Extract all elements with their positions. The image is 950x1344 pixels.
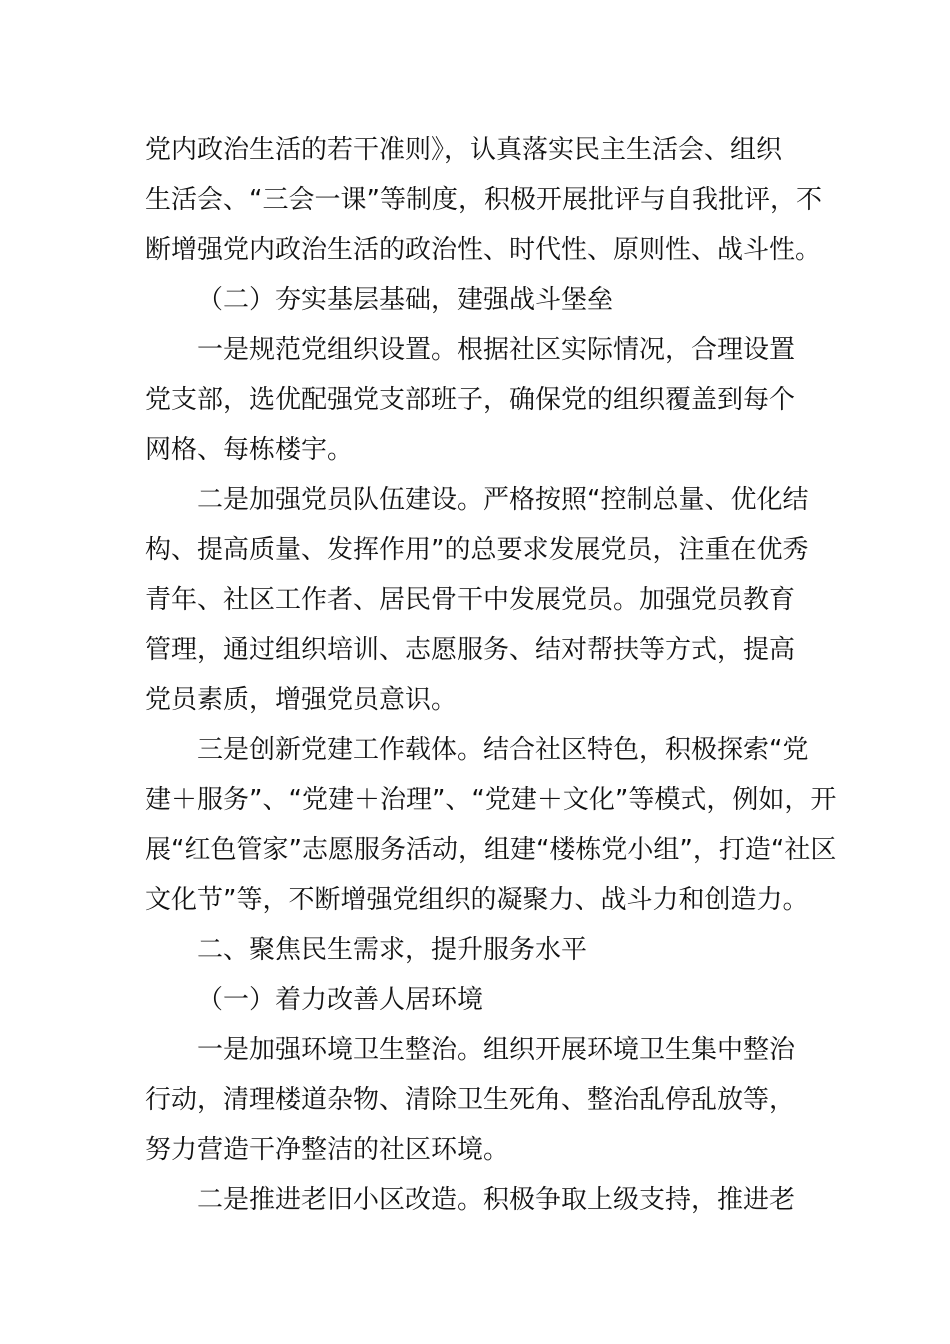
- section-heading: （二）夯实基层基础，建强战斗堡垒: [197, 285, 614, 315]
- paragraph-line: 行动，清理楼道杂物、清除卫生死角、整治乱停乱放等，: [145, 1085, 796, 1115]
- paragraph-line: 网格、每栋楼宇。: [145, 435, 354, 465]
- paragraph-line: 断增强党内政治生活的政治性、时代性、原则性、战斗性。: [145, 235, 822, 265]
- paragraph-line: 二是加强党员队伍建设。严格按照“控制总量、优化结: [197, 485, 809, 515]
- paragraph-line: 展“红色管家”志愿服务活动，组建“楼栋党小组”，打造“社区: [145, 835, 837, 865]
- section-heading: （一）着力改善人居环境: [197, 985, 484, 1015]
- paragraph-line: 青年、社区工作者、居民骨干中发展党员。加强党员教育: [145, 585, 796, 615]
- paragraph-line: 管理，通过组织培训、志愿服务、结对帮扶等方式，提高: [145, 635, 796, 665]
- paragraph-line: 生活会、“三会一课”等制度，积极开展批评与自我批评，不: [145, 185, 822, 215]
- paragraph-line: 构、提高质量、发挥作用”的总要求发展党员，注重在优秀: [145, 535, 809, 565]
- paragraph-line: 二是推进老旧小区改造。积极争取上级支持，推进老: [197, 1185, 796, 1215]
- paragraph-line: 努力营造干净整洁的社区环境。: [145, 1135, 510, 1165]
- paragraph-line: 党员素质，增强党员意识。: [145, 685, 458, 715]
- paragraph-line: 建＋服务”、“党建＋治理”、“党建＋文化”等模式，例如，开: [145, 785, 837, 815]
- paragraph-line: 一是加强环境卫生整治。组织开展环境卫生集中整治: [197, 1035, 796, 1065]
- chapter-heading: 二、聚焦民生需求，提升服务水平: [197, 935, 588, 965]
- paragraph-line: 一是规范党组织设置。根据社区实际情况，合理设置: [197, 335, 796, 365]
- paragraph-line: 党内政治生活的若干准则》，认真落实民主生活会、组织: [145, 135, 783, 165]
- paragraph-line: 三是创新党建工作载体。结合社区特色，积极探索“党: [197, 735, 809, 765]
- paragraph-line: 党支部，选优配强党支部班子，确保党的组织覆盖到每个: [145, 385, 796, 415]
- paragraph-line: 文化节”等，不断增强党组织的凝聚力、战斗力和创造力。: [145, 885, 809, 915]
